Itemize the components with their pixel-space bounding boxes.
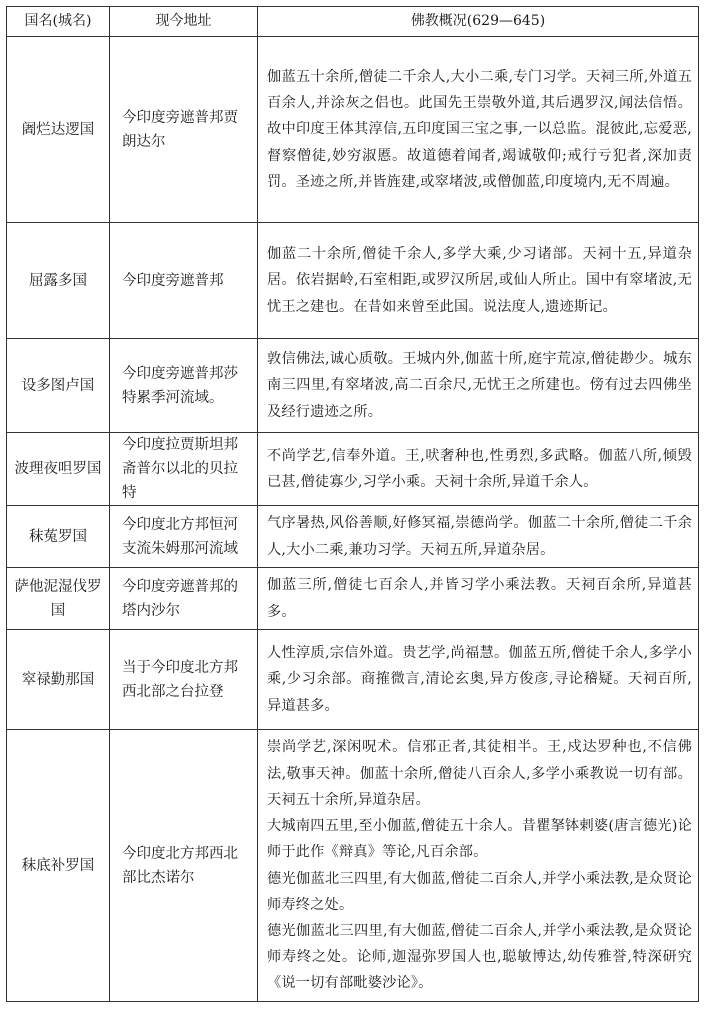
country-cell: 萨他泥湿伐罗国	[7, 568, 110, 630]
summary-paragraph: 德光伽蓝北三四里,有大伽蓝,僧徒二百余人,并学小乘法教,是众贤论师寿终之处。论师,迦湿弥罗国人也,聪敏博达,幼传雅誉,特深研究《说一切有部毗婆沙论》。	[267, 922, 692, 992]
country-cell: 设多图卢国	[7, 339, 110, 433]
location-cell: 今印度北方邦西北部比杰诺尔	[110, 730, 258, 1002]
location-cell: 今印度旁遮普邦莎特累季河流域。	[110, 339, 258, 433]
summary-paragraph: 大城南四五里,至小伽蓝,僧徒五十余人。昔瞿拏钵剌婆(唐言德光)论师于此作《辩真》等论,凡百余部。	[267, 818, 692, 861]
summary-paragraph: 伽蓝五十余所,僧徒二千余人,大小二乘,专门习学。天祠三所,外道五百余人,并涂灰之侣也。此国先王崇敬外道,其后遇罗汉,闻法信悟。故中印度王体其淳信,五印度国三宝之事,一以总监。混彼此,忘爱恶,督察僧徒,妙穷淑慝。故道德着闻者,竭诚敬仰;戒行亏犯者,深加责罚。圣迹之所,并皆旌建,或窣堵波,或僧伽蓝,印度境内,无不周遍。	[267, 68, 692, 190]
location-cell: 今印度旁遮普邦贾朗达尔	[110, 37, 258, 223]
buddhism-table	[6, 6, 699, 1002]
table-body	[7, 37, 699, 1002]
summary-paragraph: 崇尚学艺,深闲呪术。信邪正者,其徒相半。王,戍达罗种也,不信佛法,敬事天神。伽蓝十余所,僧徒八百余人,多学小乘教说一切有部。天祠五十余所,异道杂居。	[267, 739, 692, 808]
header-country: 国名(城名)	[7, 7, 110, 37]
country-cell: 阇烂达逻国	[7, 37, 110, 223]
country-cell: 秣菟罗国	[7, 506, 110, 568]
table-row	[7, 630, 699, 730]
location-cell: 今印度拉贾斯坦邦斋普尔以北的贝拉特	[110, 433, 258, 506]
header-summary: 佛教概况(629—645)	[258, 7, 699, 37]
location-cell: 今印度旁遮普邦的塔内沙尔	[110, 568, 258, 630]
table-row	[7, 506, 699, 568]
summary-cell	[258, 433, 699, 506]
summary-cell	[258, 223, 699, 339]
summary-cell	[258, 630, 699, 730]
summary-paragraph: 德光伽蓝北三四里,有大伽蓝,僧徒二百余人,并学小乘法教,是众贤论师寿终之处。	[267, 870, 692, 913]
table-row	[7, 37, 699, 223]
country-cell: 波理夜呾罗国	[7, 433, 110, 506]
location-cell: 今印度北方邦恒河支流朱姆那河流域	[110, 506, 258, 568]
summary-cell	[258, 730, 699, 1002]
summary-cell	[258, 339, 699, 433]
country-cell: 秣底补罗国	[7, 730, 110, 1002]
table-row	[7, 730, 699, 1002]
table-row	[7, 339, 699, 433]
summary-paragraph: 敦信佛法,诚心质敬。王城内外,伽蓝十所,庭宇荒凉,僧徒尠少。城东南三四里,有窣堵波,高二百余尺,无忧王之所建也。傍有过去四佛坐及经行遗迹之所。	[267, 351, 692, 420]
location-cell: 当于今印度北方邦西北部之台拉登	[110, 630, 258, 730]
summary-paragraph: 人性淳质,宗信外道。贵艺学,尚福慧。伽蓝五所,僧徒千余人,多学小乘,少习余部。商搉微言,清论玄奥,异方俊彦,寻论稽疑。天祠百所,异道甚多。	[267, 645, 692, 714]
header-row	[7, 7, 699, 37]
table-row	[7, 568, 699, 630]
summary-cell	[258, 37, 699, 223]
table-row	[7, 433, 699, 506]
country-cell: 窣禄勤那国	[7, 630, 110, 730]
summary-paragraph: 伽蓝三所,僧徒七百余人,并皆习学小乘法教。天祠百余所,异道甚多。	[267, 577, 692, 620]
summary-cell	[258, 568, 699, 630]
summary-paragraph: 伽蓝二十余所,僧徒千余人,多学大乘,少习诸部。天祠十五,异道杂居。依岩据岭,石室相距,或罗汉所居,或仙人所止。国中有窣堵波,无忧王之建也。在昔如来曾至此国。说法度人,遗迹斯记。	[267, 246, 692, 315]
summary-paragraph: 气序暑热,风俗善顺,好修冥福,崇德尚学。伽蓝二十余所,僧徒二千余人,大小二乘,兼功习学。天祠五所,异道杂居。	[267, 515, 692, 558]
header-location: 现今地址	[110, 7, 258, 37]
summary-paragraph: 不尚学艺,信奉外道。王,吠奢种也,性勇烈,多武略。伽蓝八所,倾毁已甚,僧徒寡少,习学小乘。天祠十余所,异道千余人。	[267, 447, 692, 490]
country-cell: 屈露多国	[7, 223, 110, 339]
summary-cell	[258, 506, 699, 568]
location-cell: 今印度旁遮普邦	[110, 223, 258, 339]
table-row	[7, 223, 699, 339]
table-header	[7, 7, 699, 37]
